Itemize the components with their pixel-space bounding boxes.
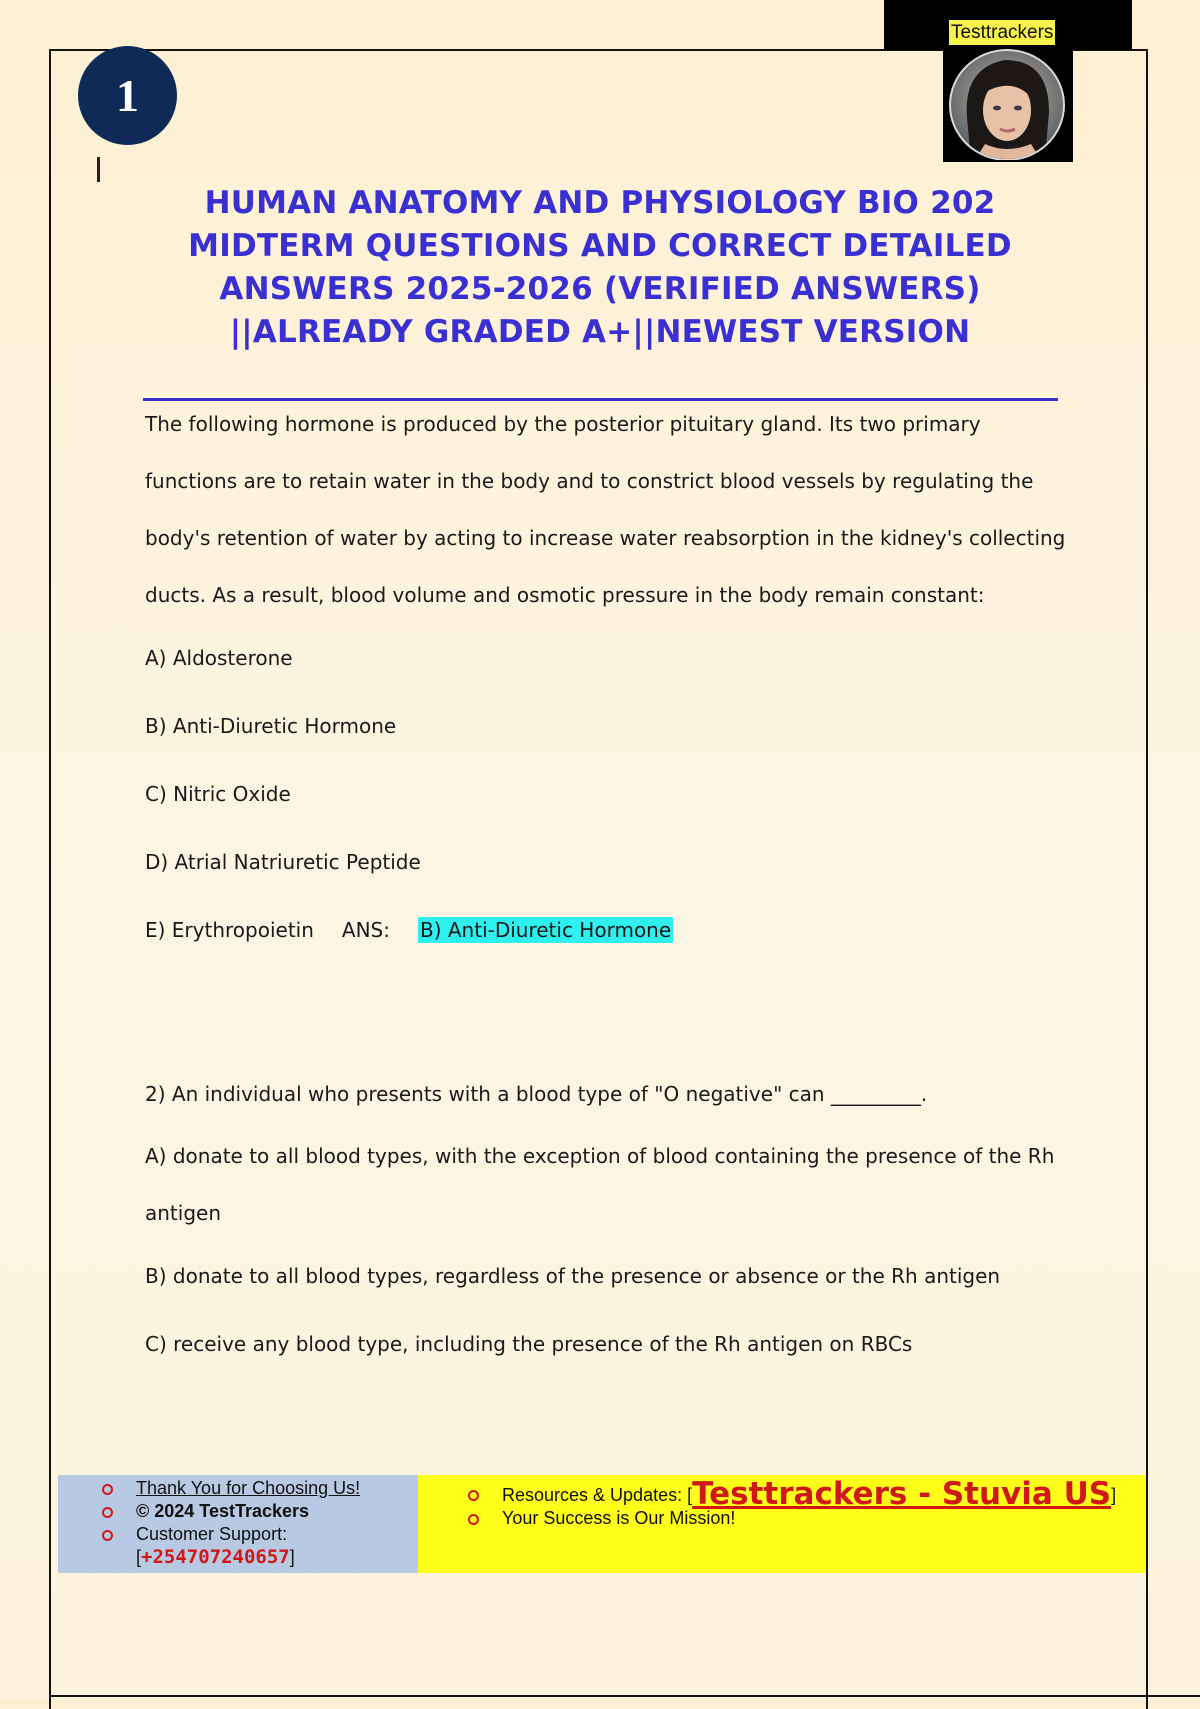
- footer-mission: Your Success is Our Mission!: [502, 1508, 736, 1528]
- footer-thanks: Thank You for Choosing Us!: [136, 1478, 361, 1498]
- footer-thanks-item: [102, 1477, 360, 1500]
- answer-label: ANS:: [341, 918, 390, 942]
- support-phone-link[interactable]: +254707240657: [141, 1546, 290, 1568]
- question-2-option-b: B) donate to all blood types, regardless of the presence or absence or the Rh antigen: [145, 1264, 1001, 1288]
- question-1-option-a: A) Aldosterone: [145, 646, 293, 670]
- author-avatar: [945, 48, 1070, 160]
- footer-mission-item: [468, 1507, 1116, 1530]
- footer-copyright: © 2024 TestTrackers: [136, 1501, 310, 1521]
- question-1-stem: The following hormone is produced by the posterior pituitary gland. Its two primary functions are to retain water in the body and to constrict blood vessels by regulating the body's retention of water by acting to increase water reabsorption in the kidney's collecting ducts. As a result, blood volume and osmotic pressure in the body remain constant:: [145, 412, 1066, 607]
- store-link[interactable]: Testtrackers - Stuvia US: [692, 1476, 1112, 1512]
- page-footer: [58, 1475, 1146, 1573]
- page-bottom-rule: [49, 1695, 1200, 1697]
- question-2-stem: 2) An individual who presents with a blood type of "O negative" can _________.: [145, 1082, 928, 1106]
- footer-support-item: [102, 1523, 360, 1546]
- document-title: HUMAN ANATOMY AND PHYSIOLOGY BIO 202 MIDTERM QUESTIONS AND CORRECT DETAILED ANSWERS 2025-2026 (VERIFIED ANSWERS) ||ALREADY GRADED A+||NEWEST VERSION: [188, 185, 1012, 350]
- footer-resources-label: Resources & Updates:: [502, 1485, 683, 1505]
- footer-support-label: Customer Support:: [136, 1524, 288, 1544]
- question-1-option-c: C) Nitric Oxide: [145, 782, 291, 806]
- bullet-circle-icon: [102, 1530, 113, 1541]
- question-1-answer-highlight: B) Anti-Diuretic Hormone: [419, 918, 672, 942]
- bullet-circle-icon: [102, 1484, 113, 1495]
- bullet-circle-icon: [468, 1490, 479, 1501]
- footer-phone-item: [+254707240657]: [136, 1546, 295, 1568]
- question-1-option-b: B) Anti-Diuretic Hormone: [145, 714, 397, 738]
- question-content: [145, 396, 1075, 1378]
- bullet-circle-icon: [468, 1514, 479, 1525]
- question-2-option-c: C) receive any blood type, including the presence of the Rh antigen on RBCs: [145, 1332, 913, 1356]
- bullet-circle-icon: [102, 1507, 113, 1518]
- footer-resources-item: Resources & Updates: [Testtrackers - Stuvia US]: [468, 1483, 1116, 1507]
- footer-copyright-item: [102, 1500, 360, 1523]
- text-cursor: [97, 157, 100, 182]
- brand-label: Testtrackers: [951, 22, 1054, 43]
- page-number-badge: 1: [78, 46, 177, 145]
- footer-contact-panel: [58, 1475, 418, 1573]
- question-1-answer-line: [145, 896, 1075, 964]
- question-1-option-d: D) Atrial Natriuretic Peptide: [145, 850, 421, 874]
- footer-resources-panel: [418, 1475, 1146, 1573]
- question-2-option-a: A) donate to all blood types, with the exception of blood containing the presence of the Rh antigen: [145, 1144, 1055, 1225]
- question-1-option-e: E) Erythropoietin: [145, 918, 314, 942]
